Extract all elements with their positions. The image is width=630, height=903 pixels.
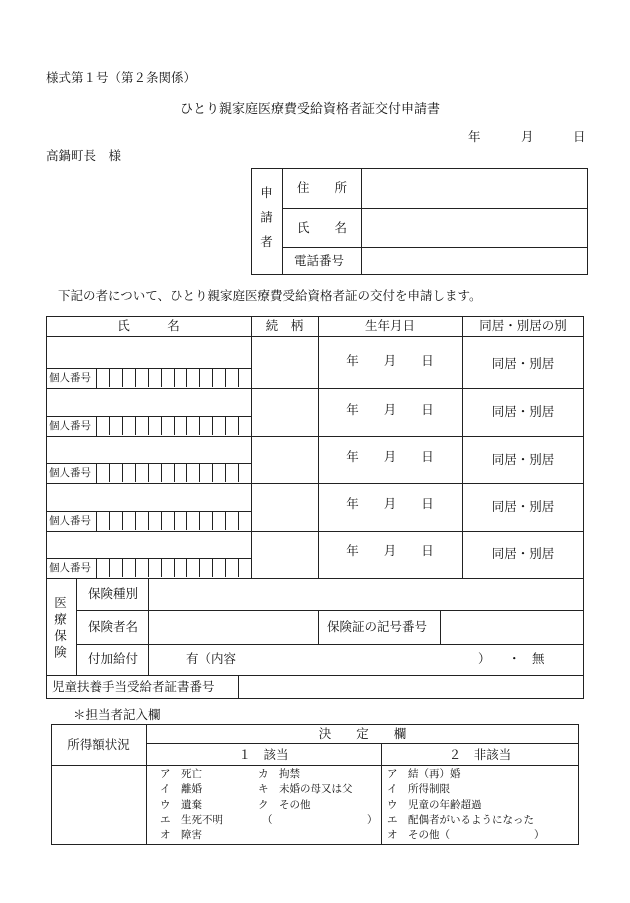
person-name-field[interactable] <box>48 485 249 509</box>
card-number-field[interactable] <box>442 612 582 642</box>
row-cohabitation[interactable]: 同居・別居 <box>491 546 555 561</box>
relation-field[interactable] <box>253 338 316 384</box>
row-cohabitation[interactable]: 同居・別居 <box>491 452 555 467</box>
header-birthdate: 生年月日 <box>364 318 415 333</box>
row-birthdate: 年 月 日 <box>346 402 434 417</box>
reason-other-field[interactable]: （ ） <box>262 814 378 826</box>
benefit-no-option[interactable]: 無 <box>532 651 545 666</box>
date-day: 日 <box>573 129 586 144</box>
non-reason-item[interactable]: イ 所得制限 <box>387 783 450 795</box>
reason-item[interactable]: カ 拘禁 <box>258 768 300 780</box>
card-number-label: 保険証の記号番号 <box>327 619 428 634</box>
row-cohabitation[interactable]: 同居・別居 <box>491 356 555 371</box>
insurance-vertical-label: 医療保険 <box>52 596 68 662</box>
personal-number-label: 個人番号 <box>49 467 91 479</box>
relation-field[interactable] <box>253 485 316 529</box>
additional-benefit-label: 付加給付 <box>88 651 139 666</box>
page-title: ひとり親家庭医療費受給資格者証交付申請書 <box>180 102 441 117</box>
row-birthdate: 年 月 日 <box>346 353 434 368</box>
non-reason-item[interactable]: エ 配偶者がいるようになった <box>387 814 534 826</box>
non-reason-item[interactable]: ア 結（再）婚 <box>387 768 461 780</box>
person-name-field[interactable] <box>48 390 249 414</box>
person-name-field[interactable] <box>48 338 249 366</box>
row-cohabitation[interactable]: 同居・別居 <box>491 404 555 419</box>
phone-label: 電話番号 <box>294 253 345 268</box>
personal-number-label: 個人番号 <box>49 515 91 527</box>
relation-field[interactable] <box>253 438 316 481</box>
relation-field[interactable] <box>253 390 316 434</box>
personal-number-label: 個人番号 <box>49 372 91 384</box>
address-field[interactable] <box>363 170 586 207</box>
addressee: 高鍋町長 様 <box>46 148 122 163</box>
personal-number-cells[interactable] <box>96 511 251 530</box>
person-name-field[interactable] <box>48 438 249 461</box>
header-relation: 続 柄 <box>265 318 304 333</box>
staff-heading: ＊担当者記入欄 <box>73 707 161 722</box>
benefit-paren-close: ） <box>478 651 491 666</box>
header-name: 氏 名 <box>117 318 180 333</box>
personal-number-label: 個人番号 <box>49 420 91 432</box>
reason-item[interactable]: イ 離婚 <box>160 783 202 795</box>
phone-field[interactable] <box>363 249 586 274</box>
applicable-label[interactable]: １ 該当 <box>238 747 289 762</box>
application-statement: 下記の者について、ひとり親家庭医療費受給資格者証の交付を申請します。 <box>58 288 482 303</box>
personal-number-cells[interactable] <box>96 368 251 387</box>
benefit-separator: ・ <box>508 651 521 666</box>
form-number: 様式第１号（第２条関係） <box>46 70 197 85</box>
reason-item[interactable]: オ 障害 <box>160 829 202 841</box>
child-allowance-field[interactable] <box>240 677 582 697</box>
header-cohabitation: 同居・別居の別 <box>479 318 567 333</box>
address-label: 住 所 <box>297 180 348 195</box>
name-field[interactable] <box>363 210 586 246</box>
non-reason-item[interactable]: ウ 児童の年齢超過 <box>387 799 482 811</box>
person-name-field[interactable] <box>48 533 249 556</box>
personal-number-cells[interactable] <box>96 558 251 577</box>
date-year: 年 <box>468 129 481 144</box>
reason-item[interactable]: キ 未婚の母又は父 <box>258 783 353 795</box>
row-birthdate: 年 月 日 <box>346 449 434 464</box>
insurer-name-field[interactable] <box>150 612 316 642</box>
child-allowance-label: 児童扶養手当受給者証書番号 <box>52 679 215 694</box>
applicant-vertical-label: 申請者 <box>258 186 274 260</box>
reason-item[interactable]: ク その他 <box>258 799 311 811</box>
insurer-name-label: 保険者名 <box>88 619 139 634</box>
income-status-label: 所得額状況 <box>67 737 130 752</box>
benefit-yes-option[interactable]: 有（内容 <box>186 651 237 666</box>
not-applicable-label[interactable]: ２ 非該当 <box>448 747 512 762</box>
row-birthdate: 年 月 日 <box>346 543 434 558</box>
decision-label: 決 定 欄 <box>318 726 407 741</box>
date-month: 月 <box>521 129 534 144</box>
reason-item[interactable]: ウ 遺棄 <box>160 799 202 811</box>
row-cohabitation[interactable]: 同居・別居 <box>491 499 555 514</box>
relation-field[interactable] <box>253 533 316 576</box>
personal-number-cells[interactable] <box>96 463 251 482</box>
personal-number-label: 個人番号 <box>49 562 91 574</box>
benefit-detail-field[interactable] <box>250 648 475 672</box>
name-label: 氏 名 <box>297 220 348 235</box>
income-status-field[interactable] <box>53 767 144 843</box>
reason-item[interactable]: ア 死亡 <box>160 768 202 780</box>
row-birthdate: 年 月 日 <box>346 496 434 511</box>
reason-item[interactable]: エ 生死不明 <box>160 814 223 826</box>
non-reason-item[interactable]: オ その他（ ） <box>387 829 545 841</box>
insurance-type-field[interactable] <box>150 580 582 608</box>
insurance-type-label: 保険種別 <box>88 586 139 601</box>
personal-number-cells[interactable] <box>96 416 251 435</box>
